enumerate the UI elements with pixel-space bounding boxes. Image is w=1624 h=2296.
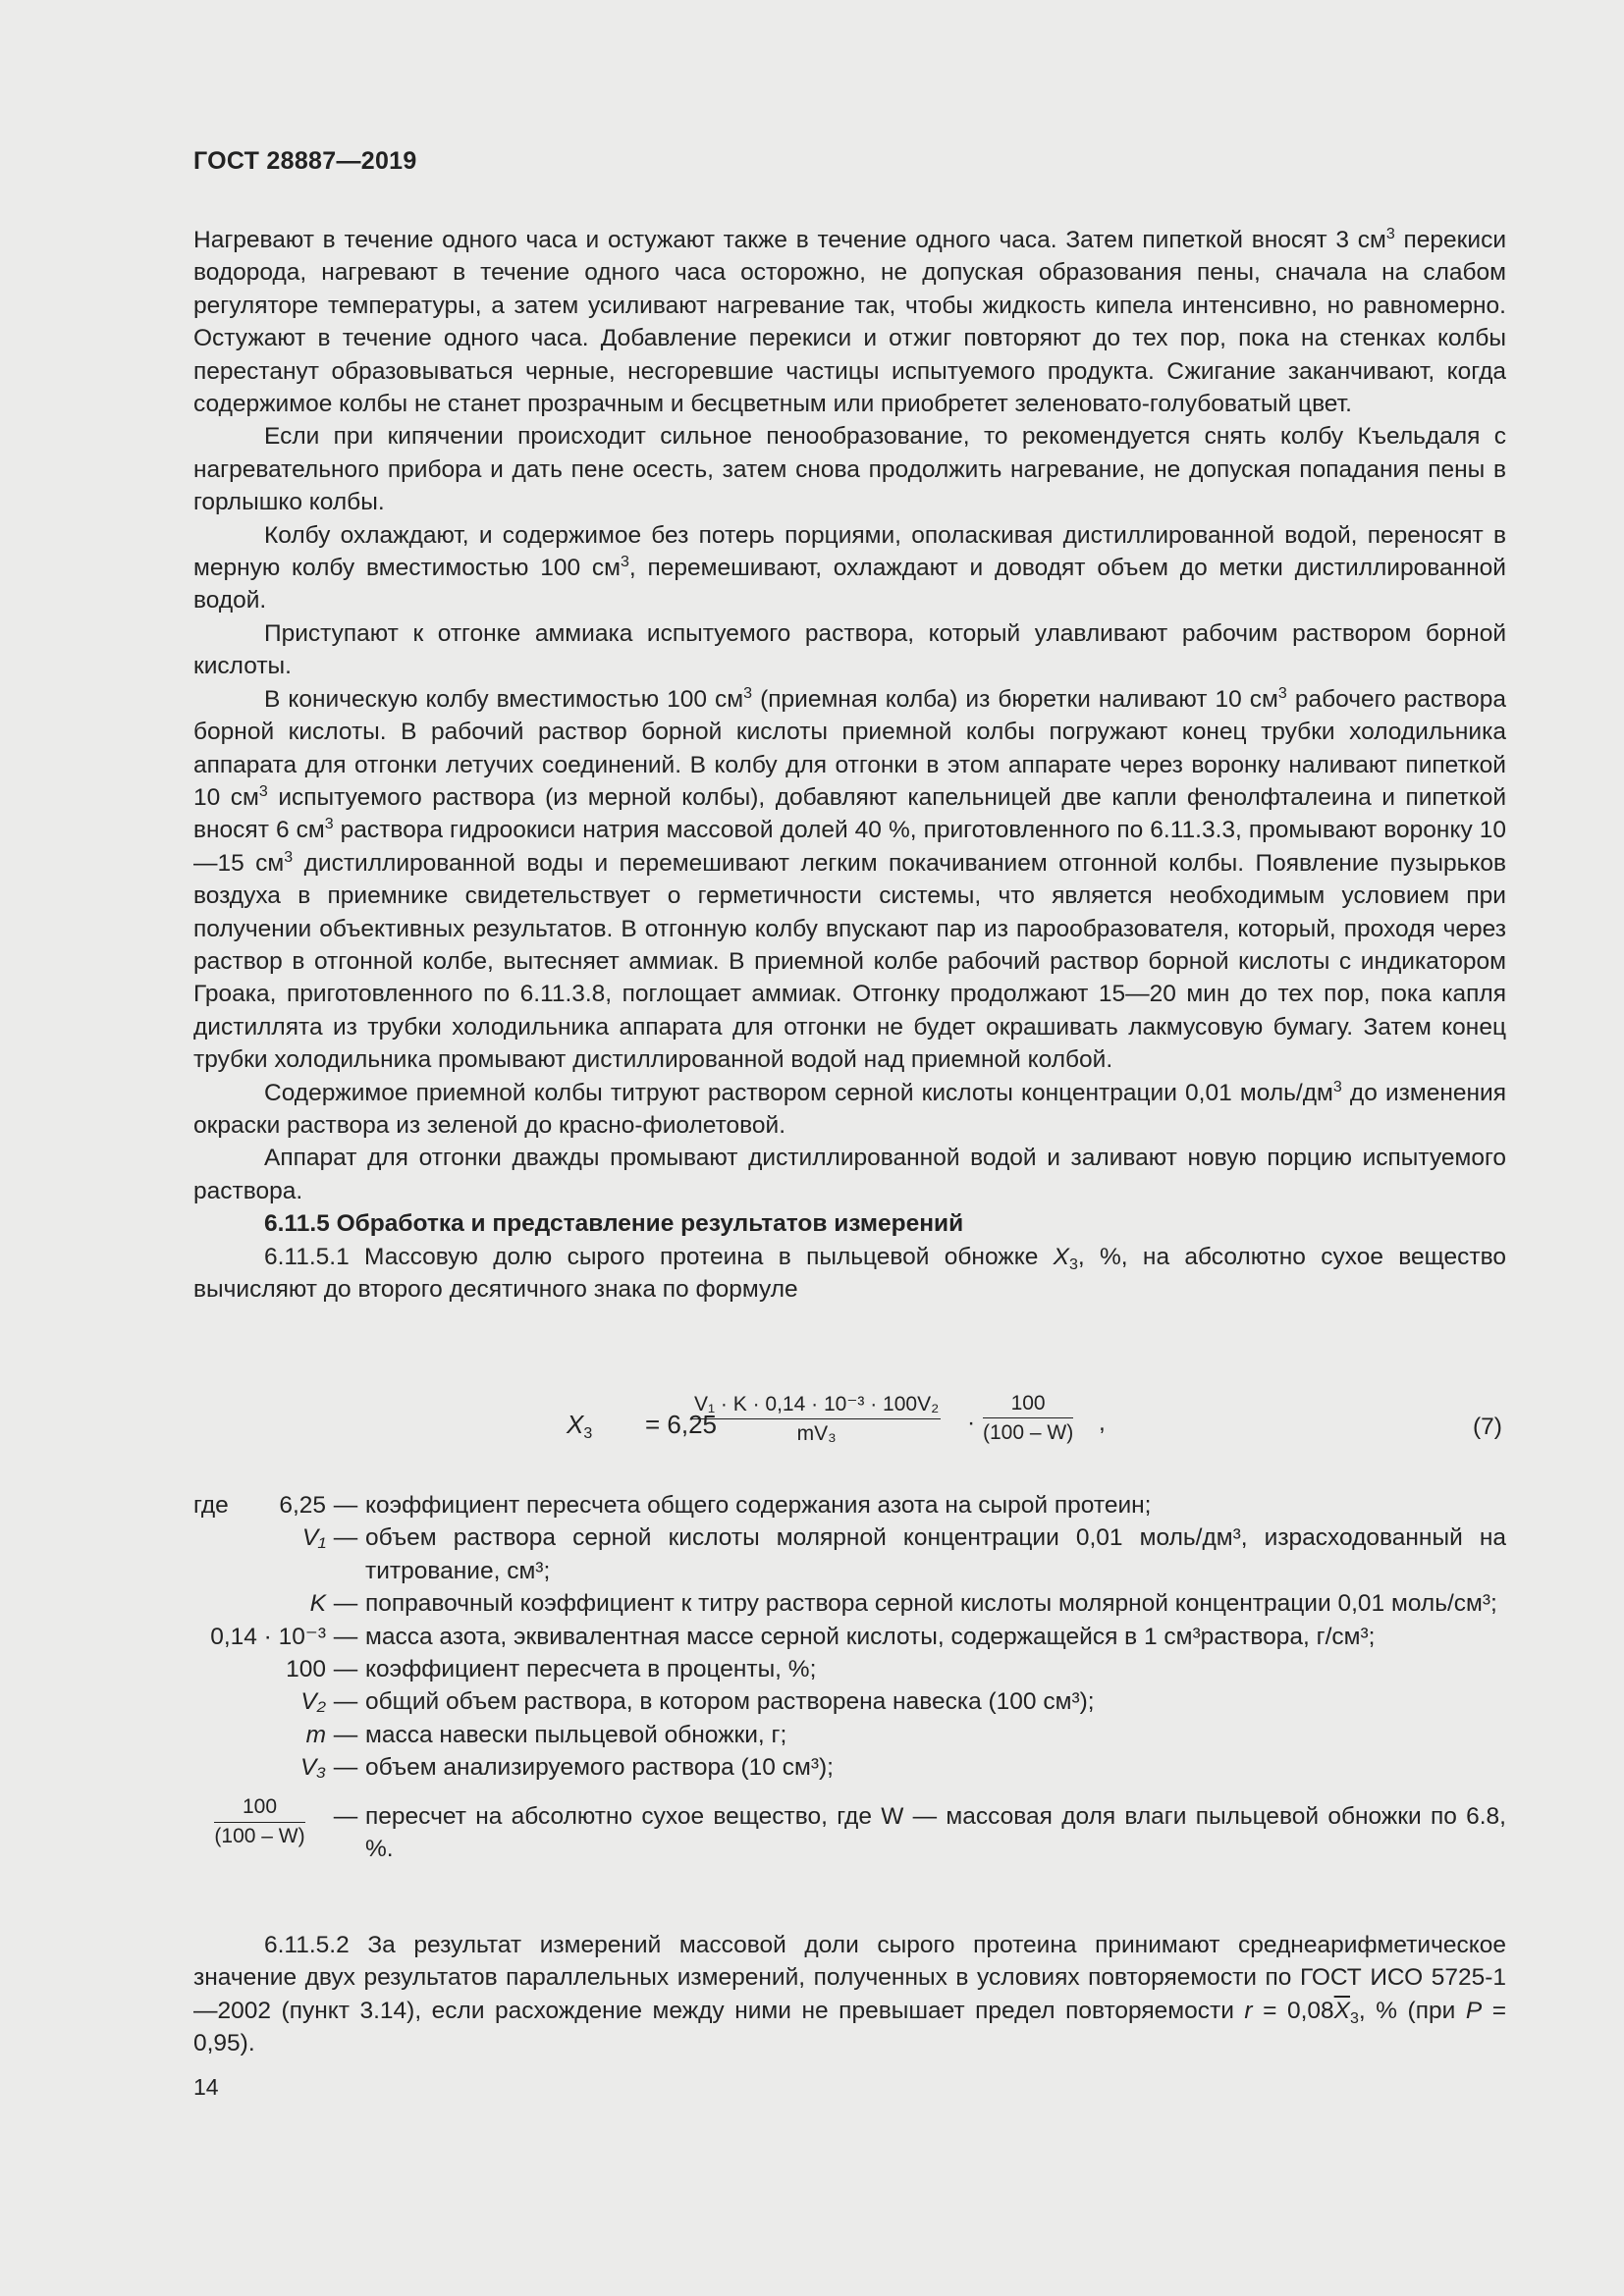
paragraph: Приступают к отгонке аммиака испытуемого раствора, который улавливают рабочим раствором борной кислоты.: [193, 619, 1506, 680]
legend-item: 100 — коэффициент пересчета в проценты, %;: [286, 1656, 817, 1683]
legend-item: K — поправочный коэффициент к титру раствора серной кислоты молярной концентрации 0,01 моль/см³;: [309, 1590, 1497, 1618]
paragraph: В коническую колбу вместимостью 100 $см^3$ (приемная колба) из бюретки наливают 10 $см^3$ рабочего раствора борной кислоты. В рабочий раствор борной кислоты приемной колбы погружают конец трубки холодильника аппарата для отгонки летучих соединений. В колбу для отгонки в этом аппарате через воронку наливают пипеткой 10 $см^3$ испытуемого раствора (из мерной колбы), добавляют капельницей две капли фенолфталеина и пипеткой вносят 6 $см^3$ раствора гидроокиси натрия массовой долей 40 %, приготовленного по 6.11.3.3, промывают воронку 10—15 $см^3$ дистиллированной воды и перемешивают легким покачиванием отгонной колбы. Появление пузырьков воздуха в приемнике свидетельствует о герметичности системы, что является необходимым условием при получении объективных результатов. В отгонную колбу впускают пар из парообразователя, который, проходя через раствор в отгонной колбе, вытесняет аммиак. В приемной колбе рабочий раствор борной кислоты с индикатором Гроака, приготовленного по 6.11.3.8, поглощает аммиак. Отгонку продолжают 15—20 мин до тех пор, пока капля дистиллята из трубки холодильника аппарата для отгонки не будет окрашивать лакмусовую бумагу. Затем конец трубки холодильника промывают дистиллированной водой над приемной колбой.: [193, 684, 1507, 1074]
formula-multiply: ·: [967, 1410, 976, 1436]
paragraph: Колбу охлаждают, и содержимое без потерь порциями, ополаскивая дистиллированной водой, переносят в мерную колбу вместимостью 100 $см^3$, перемешивают, охлаждают и доводят объем до метки дистиллированной водой.: [193, 521, 1506, 614]
legend-item: V₂ — общий объем раствора, в котором растворена навеска (100 см³);: [300, 1688, 1095, 1716]
legend-fraction: $\frac{100}{(100 - W)}$: [214, 1794, 305, 1847]
body-text: [193, 224, 1506, 1306]
formula-lhs: $X_3$: [567, 1410, 593, 1442]
legend-item: 0,14 · 10⁻³ — масса азота, эквивалентная массе серной кислоты, содержащейся в 1 см³раствора, г/см³;: [210, 1623, 1376, 1650]
equation-number: (7): [1473, 1414, 1502, 1440]
legend-item: где 6,25 — коэффициент пересчета общего содержания азота на сырой протеин;: [193, 1489, 1506, 1522]
formula-legend: [193, 1489, 1506, 1865]
formula-fraction-dry: $\frac{100}{(100 - W)}$: [983, 1392, 1074, 1444]
formula-comma: ,: [1099, 1410, 1106, 1436]
paragraph: Содержимое приемной колбы титруют раствором серной кислоты концентрации 0,01 моль/$дм^3$ до изменения окраски раствора из зеленой до красно-фиолетовой.: [193, 1078, 1507, 1139]
paragraph: 6.11.5.2 За результат измерений массовой доли сырого протеина принимают среднеарифметическое значение двух результатов параллельных измерений, полученных в условиях повторяемости по ГОСТ ИСО 5725-1—2002 (пункт 3.14), если расхождение между ними не превышает предел повторяемости $r = 0,08\overline{X}_3$, % (при P = 0,95).: [193, 1932, 1507, 2057]
document-header: ГОСТ 28887—2019: [193, 147, 417, 175]
legend-item: V₁ — объем раствора серной кислоты молярной концентрации 0,01 моль/дм³, израсходованный на титрование, см³;: [301, 1524, 1506, 1584]
paragraph: Если при кипячении происходит сильное пенообразование, то рекомендуется снять колбу Къельдаля с нагревательного прибора и дать пене осесть, затем снова продолжить нагревание, не допуская попадания пены в горлышко колбы.: [193, 423, 1506, 516]
legend-item: m — масса навески пыльцевой обножки, г;: [305, 1721, 787, 1748]
paragraph: Нагревают в течение одного часа и остужают также в течение одного часа. Затем пипеткой вносят 3 $см^3$ перекиси водорода, нагревают в течение одного часа осторожно, не допуская образования пены, сначала на слабом регуляторе температуры, а затем усиливают нагревание так, чтобы жидкость кипела интенсивно, но равномерно. Остужают в течение одного часа. Добавление перекиси и отжиг повторяют до тех пор, пока на стенках колбы перестанут образовываться черные, несгоревшие частицы испытуемого продукта. Сжигание заканчивают, когда содержимое колбы не станет прозрачным и бесцветным или приобретет зеленовато-голубоватый цвет.: [193, 226, 1506, 418]
legend-where: где: [193, 1492, 229, 1519]
body-text-continued: [193, 1929, 1506, 2060]
paragraph: 6.11.5.1 Массовую долю сырого протеина в пыльцевой обножке $X_3$, %, на абсолютно сухое вещество вычисляют до второго десятичного знака по формуле: [193, 1243, 1506, 1303]
legend-item: V₃ — объем анализируемого раствора (10 см³);: [299, 1754, 834, 1782]
formula-coefficient: = 6,25: [645, 1410, 718, 1439]
legend-item-fraction: $\frac{100}{(100 - W)}$ — пересчет на абсолютно сухое вещество, где W — массовая доля влаги пыльцевой обножки по 6.8, %.: [214, 1794, 1506, 1863]
formula-7: [567, 1392, 1352, 1461]
paragraph: Аппарат для отгонки дважды промывают дистиллированной водой и заливают новую порцию испытуемого раствора.: [193, 1145, 1506, 1204]
section-heading: 6.11.5 Обработка и представление результатов измерений: [264, 1210, 964, 1238]
formula-fraction-main: $\frac{\text{V₁ · K · 0,14 · 10⁻³ · 100V₂}}{\text{mV₃}}$: [694, 1393, 940, 1445]
page-number: 14: [193, 2074, 219, 2100]
